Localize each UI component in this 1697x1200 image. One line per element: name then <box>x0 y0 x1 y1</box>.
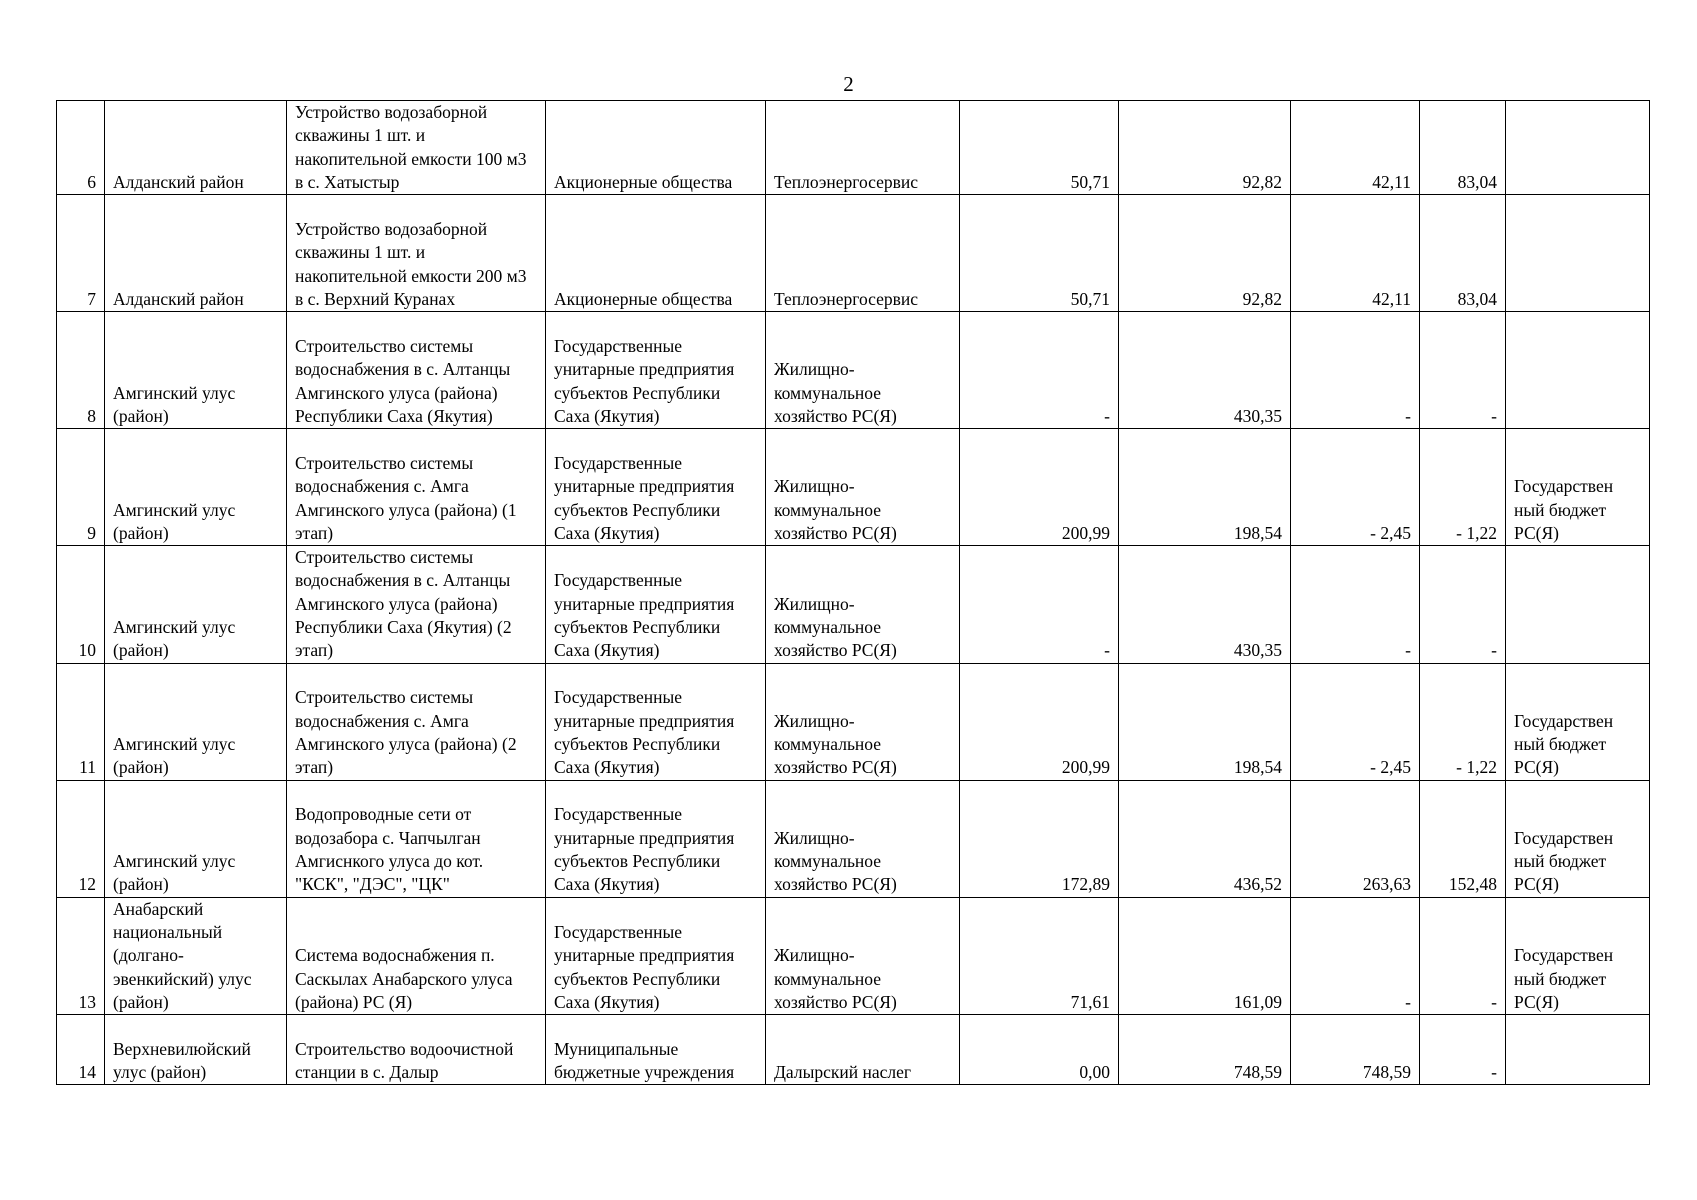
org-type-cell: Муниципальные бюджетные учреждения <box>546 1015 766 1085</box>
row-number: 12 <box>57 780 105 897</box>
value-4-cell: 83,04 <box>1420 101 1506 195</box>
value-3-cell: 42,11 <box>1291 195 1420 312</box>
project-cell: Устройство водозаборной скважины 1 шт. и накопительной емкости 200 м3 в с. Верхний Куранах <box>287 195 546 312</box>
org-type-cell: Государственные унитарные предприятия субъектов Республики Саха (Якутия) <box>546 663 766 780</box>
funding-source-cell: Государствен ный бюджет РС(Я) <box>1506 780 1650 897</box>
value-4-cell: - 1,22 <box>1420 663 1506 780</box>
value-4-cell: - <box>1420 897 1506 1014</box>
projects-table <box>56 100 1650 1085</box>
row-number: 6 <box>57 101 105 195</box>
funding-source-cell: Государствен ный бюджет РС(Я) <box>1506 663 1650 780</box>
value-2-cell: 198,54 <box>1119 429 1291 546</box>
funding-source-cell <box>1506 195 1650 312</box>
value-4-cell: 152,48 <box>1420 780 1506 897</box>
table-row <box>57 546 1650 663</box>
row-number: 13 <box>57 897 105 1014</box>
funding-source-cell: Государствен ный бюджет РС(Я) <box>1506 897 1650 1014</box>
value-2-cell: 430,35 <box>1119 546 1291 663</box>
funding-source-cell <box>1506 546 1650 663</box>
district-cell: Анабарский национальный (долгано- эвенкийский) улус (район) <box>105 897 287 1014</box>
district-cell: Амгинский улус (район) <box>105 780 287 897</box>
table-row <box>57 1015 1650 1085</box>
value-1-cell: 172,89 <box>960 780 1119 897</box>
organization-cell: Жилищно- коммунальное хозяйство РС(Я) <box>766 897 960 1014</box>
value-1-cell: 50,71 <box>960 195 1119 312</box>
table-row <box>57 429 1650 546</box>
value-1-cell: 50,71 <box>960 101 1119 195</box>
district-cell: Амгинский улус (район) <box>105 546 287 663</box>
organization-cell: Далырский наслег <box>766 1015 960 1085</box>
value-1-cell: - <box>960 546 1119 663</box>
value-1-cell: 71,61 <box>960 897 1119 1014</box>
project-cell: Строительство системы водоснабжения с. Амга Амгинского улуса (района) (2 этап) <box>287 663 546 780</box>
district-cell: Амгинский улус (район) <box>105 663 287 780</box>
value-3-cell: - <box>1291 312 1420 429</box>
project-cell: Водопроводные сети от водозабора с. Чапчылган Амгиснкого улуса до кот. "КСК", "ДЭС", "ЦК" <box>287 780 546 897</box>
value-2-cell: 198,54 <box>1119 663 1291 780</box>
organization-cell: Теплоэнергосервис <box>766 195 960 312</box>
value-4-cell: 83,04 <box>1420 195 1506 312</box>
district-cell: Амгинский улус (район) <box>105 429 287 546</box>
organization-cell: Жилищно- коммунальное хозяйство РС(Я) <box>766 663 960 780</box>
value-1-cell: 200,99 <box>960 429 1119 546</box>
project-cell: Строительство системы водоснабжения в с. Алтанцы Амгинского улуса (района) Республики Саха (Якутия) (2 этап) <box>287 546 546 663</box>
table-row <box>57 101 1650 195</box>
district-cell: Верхневилюйский улус (район) <box>105 1015 287 1085</box>
page-number: 2 <box>843 72 854 96</box>
value-4-cell: - <box>1420 546 1506 663</box>
district-cell: Амгинский улус (район) <box>105 312 287 429</box>
org-type-cell: Государственные унитарные предприятия субъектов Республики Саха (Якутия) <box>546 546 766 663</box>
table-row <box>57 897 1650 1014</box>
value-1-cell: 0,00 <box>960 1015 1119 1085</box>
value-1-cell: 200,99 <box>960 663 1119 780</box>
org-type-cell: Акционерные общества <box>546 101 766 195</box>
organization-cell: Жилищно- коммунальное хозяйство РС(Я) <box>766 429 960 546</box>
org-type-cell: Государственные унитарные предприятия субъектов Республики Саха (Якутия) <box>546 429 766 546</box>
org-type-cell: Государственные унитарные предприятия субъектов Республики Саха (Якутия) <box>546 780 766 897</box>
project-cell: Строительство водоочистной станции в с. Далыр <box>287 1015 546 1085</box>
project-cell: Устройство водозаборной скважины 1 шт. и накопительной емкости 100 м3 в с. Хатыстыр <box>287 101 546 195</box>
value-2-cell: 748,59 <box>1119 1015 1291 1085</box>
project-cell: Строительство системы водоснабжения с. Амга Амгинского улуса (района) (1 этап) <box>287 429 546 546</box>
value-3-cell: - <box>1291 897 1420 1014</box>
funding-source-cell <box>1506 101 1650 195</box>
row-number: 11 <box>57 663 105 780</box>
row-number: 7 <box>57 195 105 312</box>
row-number: 10 <box>57 546 105 663</box>
table-row <box>57 780 1650 897</box>
row-number: 8 <box>57 312 105 429</box>
row-number: 14 <box>57 1015 105 1085</box>
org-type-cell: Государственные унитарные предприятия субъектов Республики Саха (Якутия) <box>546 312 766 429</box>
value-2-cell: 436,52 <box>1119 780 1291 897</box>
value-1-cell: - <box>960 312 1119 429</box>
value-3-cell: - 2,45 <box>1291 429 1420 546</box>
project-cell: Строительство системы водоснабжения в с. Алтанцы Амгинского улуса (района) Республики Саха (Якутия) <box>287 312 546 429</box>
funding-source-cell <box>1506 1015 1650 1085</box>
funding-source-cell <box>1506 312 1650 429</box>
table-row <box>57 195 1650 312</box>
value-2-cell: 92,82 <box>1119 101 1291 195</box>
table-row <box>57 312 1650 429</box>
district-cell: Алданский район <box>105 101 287 195</box>
value-3-cell: - <box>1291 546 1420 663</box>
row-number: 9 <box>57 429 105 546</box>
value-2-cell: 161,09 <box>1119 897 1291 1014</box>
org-type-cell: Акционерные общества <box>546 195 766 312</box>
value-3-cell: - 2,45 <box>1291 663 1420 780</box>
funding-source-cell: Государствен ный бюджет РС(Я) <box>1506 429 1650 546</box>
value-2-cell: 430,35 <box>1119 312 1291 429</box>
value-4-cell: - 1,22 <box>1420 429 1506 546</box>
organization-cell: Жилищно- коммунальное хозяйство РС(Я) <box>766 312 960 429</box>
value-3-cell: 263,63 <box>1291 780 1420 897</box>
value-4-cell: - <box>1420 312 1506 429</box>
value-3-cell: 42,11 <box>1291 101 1420 195</box>
table-row <box>57 663 1650 780</box>
district-cell: Алданский район <box>105 195 287 312</box>
organization-cell: Жилищно- коммунальное хозяйство РС(Я) <box>766 780 960 897</box>
value-3-cell: 748,59 <box>1291 1015 1420 1085</box>
org-type-cell: Государственные унитарные предприятия субъектов Республики Саха (Якутия) <box>546 897 766 1014</box>
value-4-cell: - <box>1420 1015 1506 1085</box>
project-cell: Система водоснабжения п. Саскылах Анабарского улуса (района) РС (Я) <box>287 897 546 1014</box>
organization-cell: Жилищно- коммунальное хозяйство РС(Я) <box>766 546 960 663</box>
organization-cell: Теплоэнергосервис <box>766 101 960 195</box>
value-2-cell: 92,82 <box>1119 195 1291 312</box>
